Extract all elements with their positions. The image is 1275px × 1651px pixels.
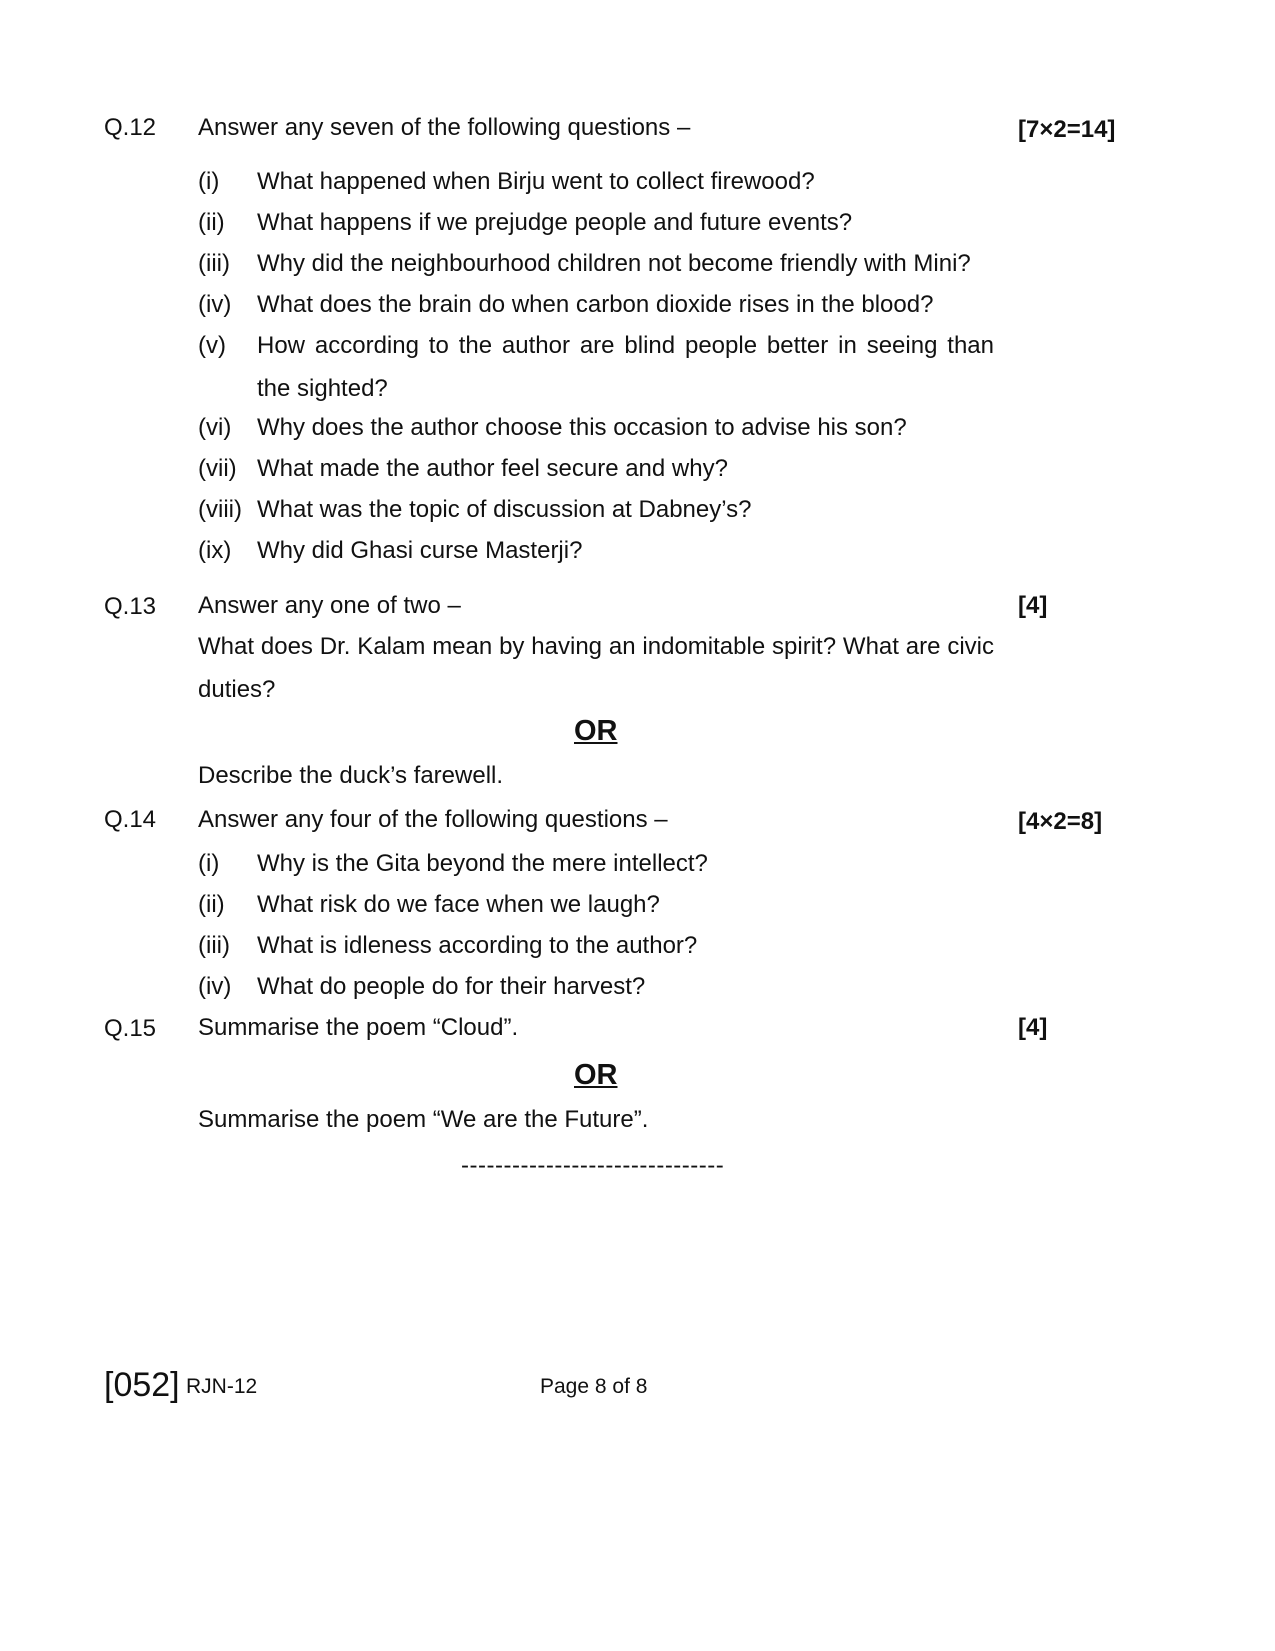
q13-number: Q.13 [104, 593, 157, 620]
q14-item-roman: (ii) [198, 891, 225, 918]
q12-item-roman: (i) [198, 168, 220, 195]
q12-item-text: What does the brain do when carbon dioxide rises in the blood? [257, 291, 934, 318]
q14-item-roman: (i) [198, 850, 220, 877]
q12-item-text: Why did the neighbourhood children not become friendly with Mini? [257, 250, 971, 277]
q14-item-text: Why is the Gita beyond the mere intellect? [257, 850, 708, 877]
q15-prompt: Summarise the poem “Cloud”. [198, 1014, 519, 1041]
q12-marks: [7×2=14] [1018, 116, 1116, 143]
q13-or-divider: OR [574, 715, 618, 747]
q14-item-roman: (iv) [198, 973, 232, 1000]
paper-subcode: RJN-12 [186, 1375, 258, 1398]
q12-prompt: Answer any seven of the following questions – [198, 114, 691, 141]
q12-item-roman: (vii) [198, 455, 237, 482]
q13-option-a: What does Dr. Kalam mean by having an indomitable spirit? What are civic duties? [198, 633, 994, 703]
end-of-paper-line: ------------------------------- [461, 1152, 725, 1179]
q15-or-divider: OR [574, 1059, 618, 1091]
q13-prompt: Answer any one of two – [198, 592, 461, 619]
q12-item-roman: (v) [198, 332, 226, 359]
q14-prompt: Answer any four of the following questions – [198, 806, 668, 833]
q12-item-roman: (vi) [198, 414, 232, 441]
q13-option-b: Describe the duck’s farewell. [198, 762, 504, 789]
q12-item-text: What was the topic of discussion at Dabney’s? [257, 496, 752, 523]
q12-item-roman: (iv) [198, 291, 232, 318]
q14-item-roman: (iii) [198, 932, 230, 959]
q14-item-text: What do people do for their harvest? [257, 973, 646, 1000]
q12-item-roman: (ix) [198, 537, 232, 564]
q14-item-text: What risk do we face when we laugh? [257, 891, 660, 918]
q15-option-b: Summarise the poem “We are the Future”. [198, 1106, 649, 1133]
q12-item-text: What made the author feel secure and why? [257, 455, 728, 482]
q14-marks: [4×2=8] [1018, 808, 1103, 835]
paper-code: [052] [104, 1366, 180, 1404]
q12-item-text: What happened when Birju went to collect firewood? [257, 168, 815, 195]
q12-item-roman: (viii) [198, 496, 242, 523]
page-number: Page 8 of 8 [540, 1375, 648, 1398]
q14-number: Q.14 [104, 806, 157, 833]
q12-item-roman: (ii) [198, 209, 225, 236]
q12-number: Q.12 [104, 114, 157, 141]
q12-item-text: Why did Ghasi curse Masterji? [257, 537, 583, 564]
q15-number: Q.15 [104, 1015, 157, 1042]
q12-item-text: How according to the author are blind people better in seeing than the sighted? [257, 332, 994, 402]
q12-item-text: What happens if we prejudge people and future events? [257, 209, 853, 236]
q14-item-text: What is idleness according to the author? [257, 932, 698, 959]
q13-marks: [4] [1018, 592, 1048, 619]
q12-item-text: Why does the author choose this occasion to advise his son? [257, 414, 907, 441]
q15-marks: [4] [1018, 1014, 1048, 1041]
q12-item-roman: (iii) [198, 250, 230, 277]
